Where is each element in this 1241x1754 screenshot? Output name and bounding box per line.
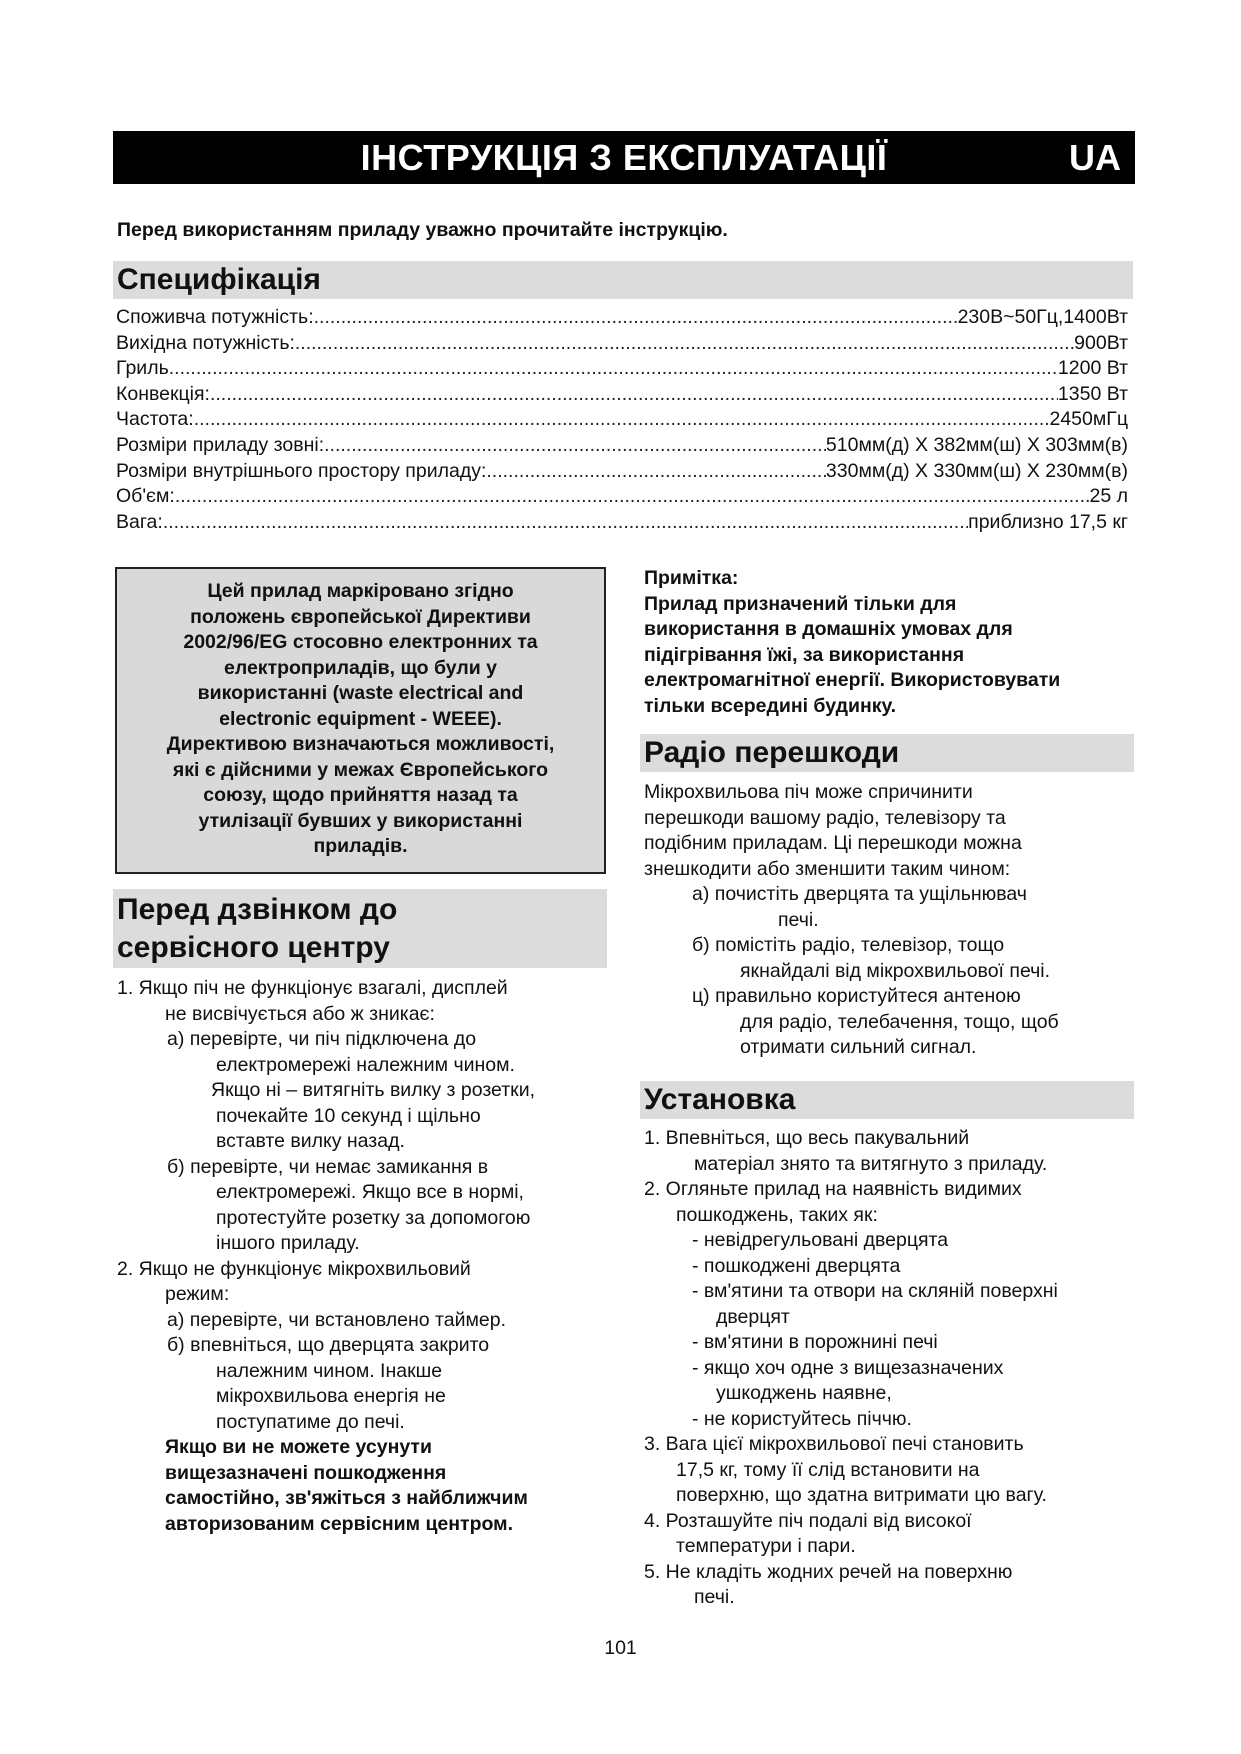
radio-line: якнайдалі від мікрохвильової печі.: [740, 959, 1051, 982]
list-item: вставте вилку назад.: [216, 1130, 405, 1152]
list-item: Якщо ні – витягніть вилку з розетки,: [211, 1079, 536, 1101]
list-item: режим:: [165, 1283, 230, 1305]
contact-service-text: Якщо ви не можете усунути: [165, 1436, 432, 1458]
list-item: 1. Впевніться, що весь пакувальний: [644, 1127, 970, 1149]
install-list: [644, 1126, 1134, 1611]
list-item: почекайте 10 секунд і щільно: [216, 1104, 481, 1127]
weee-line: положень європейської Директиви: [190, 605, 531, 628]
list-item: 17,5 кг, тому її слід встановити на: [676, 1458, 980, 1481]
intro-text: Перед використанням приладу уважно прочитайте інструкцію.: [117, 219, 728, 241]
radio-line: для радіо, телебачення, тощо, щоб: [740, 1010, 1059, 1033]
note-line: тільки всередині будинку.: [644, 694, 897, 717]
language-code: UA: [1069, 137, 1121, 178]
spec-row: [116, 357, 1128, 383]
spec-row: [116, 332, 1128, 358]
list-item: печі.: [694, 1586, 735, 1608]
spec-label: Споживча потужність:: [116, 306, 314, 328]
spec-value: 230В~50Гц,1400Вт: [957, 306, 1128, 328]
list-item: пошкоджень, таких як:: [676, 1203, 878, 1226]
spec-row: [116, 408, 1128, 434]
page-title: ІНСТРУКЦІЯ З ЕКСПЛУАТАЦІЇ: [360, 137, 888, 178]
weee-line: Цей прилад маркіровано згідно: [207, 580, 514, 602]
weee-line: electronic equipment - WEEE).: [219, 707, 502, 730]
list-item: електромережі. Якщо все в нормі,: [216, 1181, 524, 1203]
list-item: дверцят: [716, 1305, 790, 1328]
spec-value: 330мм(д) X 330мм(ш) X 230мм(в): [825, 459, 1128, 482]
radio-line: знешкодити або зменшити таким чином:: [644, 857, 1011, 880]
spec-label: Розміри приладу зовні:: [116, 433, 325, 456]
spec-table: [116, 306, 1128, 536]
spec-value: 510мм(д) X 382мм(ш) X 303мм(в): [825, 433, 1128, 456]
service-heading-line: сервісного центру: [117, 931, 390, 964]
note-line: Прилад призначений тільки для: [644, 592, 957, 615]
note-block: [644, 566, 1134, 719]
weee-line: електроприладів, що були у: [223, 656, 498, 679]
radio-text: [644, 780, 1134, 1061]
spec-value: приблизно 17,5 кг: [968, 510, 1128, 533]
spec-label: Об'єм:: [116, 485, 175, 508]
spec-value: 900Вт: [1074, 331, 1128, 354]
spec-row: [116, 383, 1128, 409]
list-item: протестуйте розетку за допомогою: [216, 1206, 531, 1229]
radio-line: б) помістіть радіо, телевізор, тощо: [692, 934, 1005, 956]
spec-label: Вихідна потужність:: [116, 331, 295, 354]
list-item: б) впевніться, що дверцята закрито: [167, 1334, 490, 1356]
list-item: 5. Не кладіть жодних речей на поверхню: [644, 1560, 1013, 1583]
list-item: а) перевірте, чи піч підключена до: [167, 1028, 477, 1050]
list-item: іншого приладу.: [216, 1232, 360, 1254]
radio-line: Мікрохвильова піч може спричинити: [644, 781, 973, 803]
spec-row: [116, 306, 1128, 332]
note-line: використання в домашніх умовах для: [644, 618, 1013, 640]
spec-label: Частота:: [116, 408, 194, 431]
list-item: б) перевірте, чи немає замикання в: [167, 1155, 489, 1178]
weee-line: утилізації бувших у використанні: [198, 809, 523, 832]
radio-line: печі.: [778, 908, 819, 931]
list-item: - не користуйтесь піччю.: [692, 1407, 912, 1430]
spec-row: [116, 511, 1128, 537]
list-item: поверхню, що здатна витримати цю вагу.: [676, 1484, 1047, 1506]
contact-service-text: вищезазначені пошкодження: [165, 1461, 447, 1484]
weee-line: приладів.: [313, 835, 408, 857]
list-item: - вм'ятини в порожнині печі: [692, 1331, 938, 1353]
list-item: 1. Якщо піч не функціонує взагалі, дисплей: [117, 977, 508, 999]
spec-label: Розміри внутрішнього простору приладу:: [116, 459, 487, 482]
list-item: - вм'ятини та отвори на скляній поверхні: [692, 1280, 1058, 1302]
list-item: ушкоджень наявне,: [716, 1382, 892, 1404]
list-item: не висвічується або ж зникає:: [165, 1002, 435, 1025]
list-item: 2. Якщо не функціонує мікрохвильовий: [117, 1257, 471, 1280]
contact-service-text: самостійно, зв'яжіться з найближчим: [165, 1487, 528, 1509]
spec-row: [116, 434, 1128, 460]
page-number: 101: [604, 1637, 637, 1659]
note-label: Примітка:: [644, 567, 739, 589]
radio-heading: Радіо перешкоди: [640, 734, 1134, 772]
list-item: - пошкоджені дверцята: [692, 1254, 901, 1277]
weee-line: союзу, щодо прийняття назад та: [203, 784, 518, 806]
install-heading: Установка: [640, 1081, 1134, 1119]
spec-value: 1350 Вт: [1057, 382, 1128, 405]
service-heading-line: Перед дзвінком до: [117, 893, 398, 926]
list-item: 4. Розташуйте піч подалі від високої: [644, 1509, 972, 1532]
service-list: [117, 976, 607, 1537]
spec-label: Гриль: [116, 357, 169, 380]
weee-line: які є дійсними у межах Європейського: [172, 758, 549, 781]
list-item: електромережі належним чином.: [216, 1053, 515, 1076]
spec-label: Вага:: [116, 510, 163, 533]
weee-line: 2002/96/EG стосовно електронних та: [183, 631, 538, 653]
list-item: 2. Огляньте прилад на наявність видимих: [644, 1178, 1022, 1200]
radio-line: подібним приладам. Ці перешкоди можна: [644, 832, 1022, 854]
note-line: підігрівання їжі, за використання: [644, 643, 965, 666]
note-line: електромагнітної енергії. Використовувати: [644, 669, 1061, 691]
service-heading: [113, 889, 607, 968]
list-item: 3. Вага цієї мікрохвильової печі становить: [644, 1433, 1024, 1455]
contact-service-text: авторизованим сервісним центром.: [165, 1512, 514, 1535]
list-item: мікрохвильова енергія не: [216, 1385, 446, 1407]
list-item: матеріал знято та витягнуто з приладу.: [694, 1152, 1048, 1175]
spec-row: [116, 460, 1128, 486]
radio-line: а) почистіть дверцята та ущільнювач: [692, 883, 1027, 905]
spec-heading: Специфікація: [113, 261, 1133, 299]
spec-value: 2450мГц: [1049, 408, 1128, 431]
spec-value: 1200 Вт: [1057, 357, 1128, 380]
spec-label: Конвекція:: [116, 382, 210, 405]
list-item: належним чином. Інакше: [216, 1359, 443, 1382]
spec-row: [116, 485, 1128, 511]
radio-line: ц) правильно користуйтеся антеною: [692, 985, 1021, 1007]
weee-notice-box: [115, 567, 606, 874]
spec-value: 25 л: [1089, 485, 1128, 508]
list-item: поступатиме до печі.: [216, 1410, 405, 1433]
list-item: а) перевірте, чи встановлено таймер.: [167, 1308, 507, 1331]
weee-line: використанні (waste electrical and: [197, 682, 524, 704]
radio-line: отримати сильний сигнал.: [740, 1036, 977, 1058]
list-item: - якщо хоч одне з вищезазначених: [692, 1356, 1004, 1379]
weee-line: Директивою визначаються можливості,: [166, 733, 555, 755]
title-bar: [113, 131, 1135, 184]
list-item: температури і пари.: [676, 1535, 856, 1557]
list-item: - невідрегульовані дверцята: [692, 1229, 949, 1251]
radio-line: перешкоди вашому радіо, телевізору та: [644, 806, 1006, 829]
